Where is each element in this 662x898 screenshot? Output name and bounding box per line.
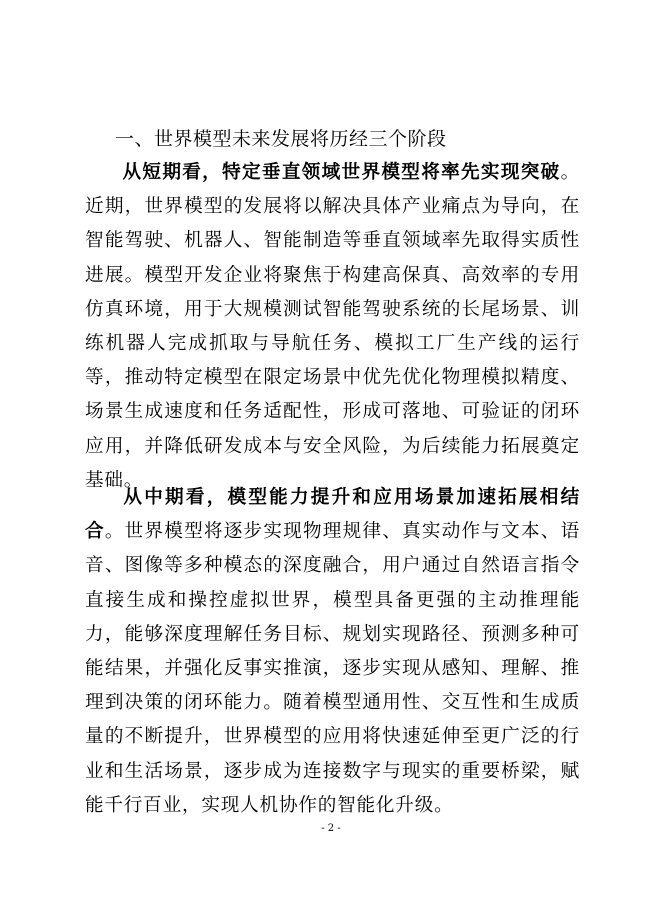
paragraph-lead: 从中期看，模型能力提升和应用场景加速拓展相结合 [85,487,580,543]
paragraph-body: 。世界模型将逐步实现物理规律、真实动作与文本、语音、图像等多种模态的深度融合，用户通过自然语言指令直接生成和操控虚拟世界，模型具备更强的主动推理能力，能够深度理解任务目标、规划实现路径、预测多种可能结果，并强化反事实推演，逐步实现从感知、理解、推理到决策的闭环能力。随着模型通用性、交互性和生成质量的不断提升，世界模型的应用将快速延伸至更广泛的行业和生活场景，逐步成为连接数字与现实的重要桥梁，赋能千行百业，实现人机协作的智能化升级。 [85,521,580,816]
paragraph-mid-term [85,481,580,823]
paragraph-lead: 从短期看，特定垂直领域世界模型将率先实现突破 [122,162,561,183]
page-number: - 2 - [321,823,341,834]
paragraph-short-term [85,156,580,498]
section-heading: 一、世界模型未来发展将历经三个阶段 [115,128,447,150]
paragraph-body: 。近期，世界模型的发展将以解决具体产业痛点为导向，在智能驾驶、机器人、智能制造等垂直领域率先取得实质性进展。模型开发企业将聚焦于构建高保真、高效率的专用仿真环境，用于大规模测试智能驾驶系统的长尾场景、训练机器人完成抓取与导航任务、模拟工厂生产线的运行等，推动特定模型在限定场景中优先优化物理模拟精度、场景生成速度和任务适配性，形成可落地、可验证的闭环应用，并降低研发成本与安全风险，为后续能力拓展奠定基础。 [85,162,580,491]
